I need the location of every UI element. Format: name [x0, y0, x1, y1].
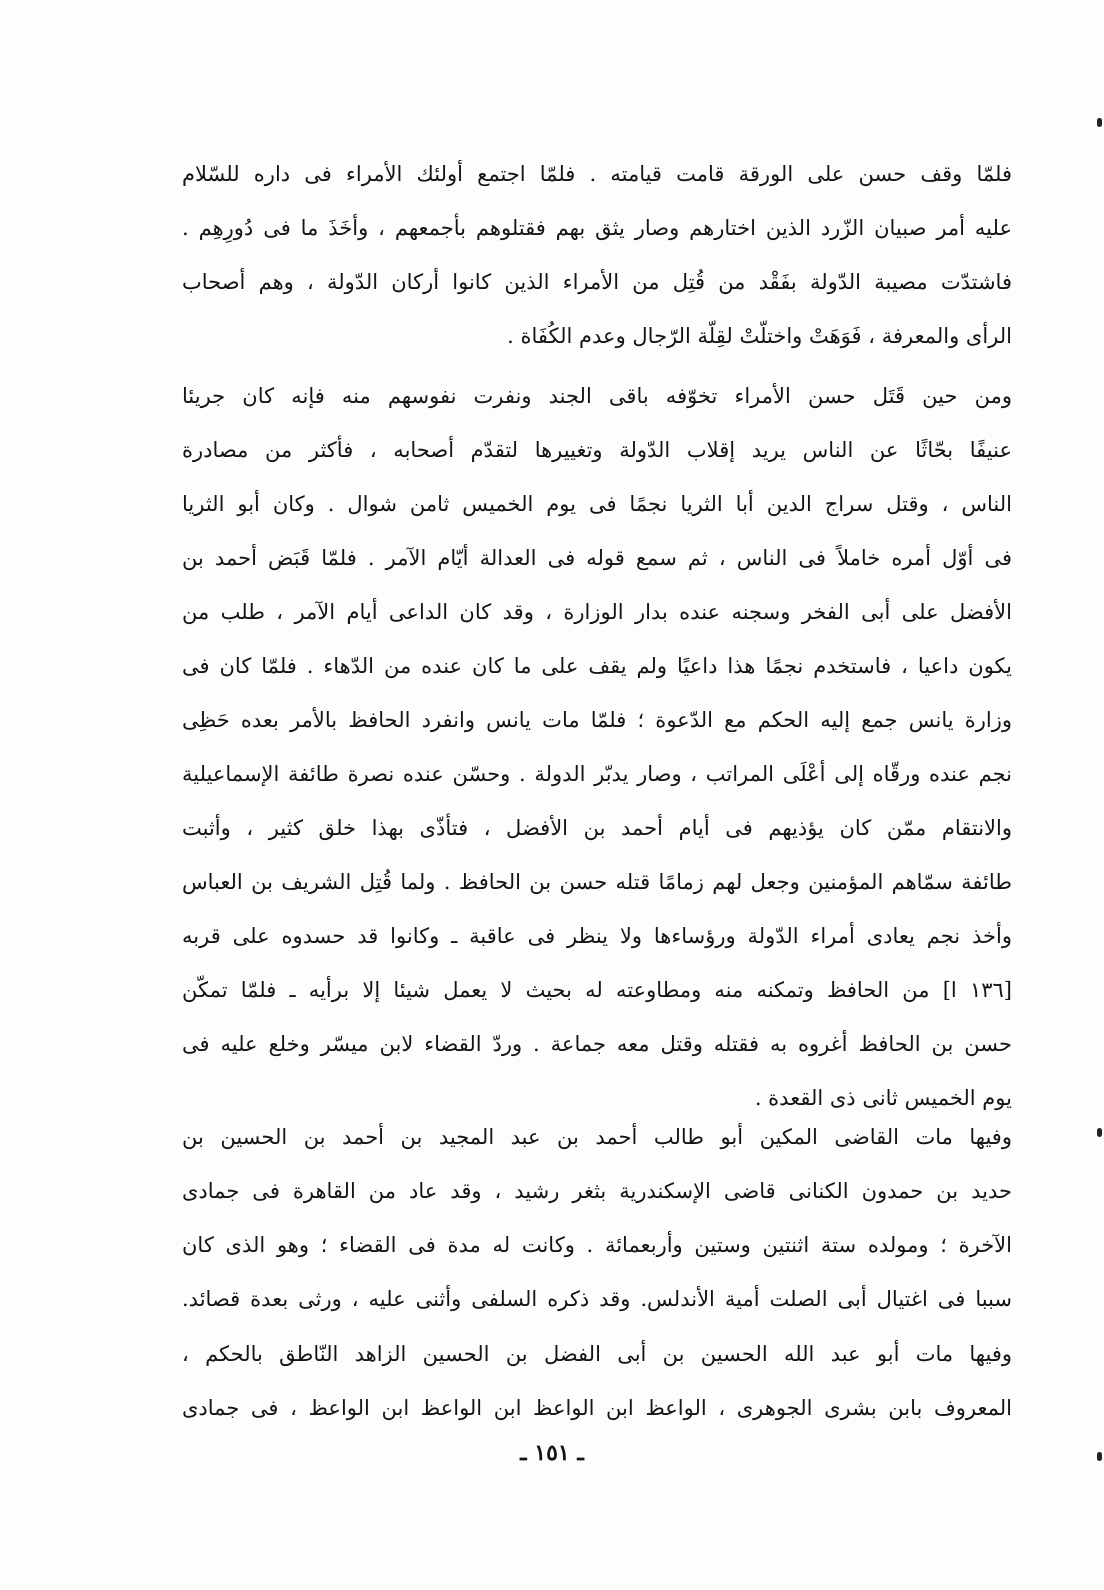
paragraph-3 — [182, 1110, 1012, 1326]
text-line: وأخذ نجم يعادى أمراء الدّولة ورؤساءها ولا ينظر فى عاقبة ـ وكانوا قد حسدوه على قربه — [182, 924, 1012, 948]
text-line: والانتقام ممّن كان يؤذيهم فى أيام أحمد بن الأفضل ، فتأذّى بهذا خلق كثير ، وأثبت — [182, 816, 1012, 840]
text-line: ومن حين قَتَل حسن الأمراء تخوّفه باقى الجند ونفرت نفوسهم منه فإنه كان جريئا — [182, 384, 1012, 408]
text-line: نجم عنده ورقّاه إلى أعْلَى المراتب ، وصار يدبّر الدولة . وحسّن عنده نصرة طائفة الإسماعيلية — [182, 762, 1012, 786]
text-line: يكون داعيا ، فاستخدم نجمًا هذا داعيًا ولم يقف على ما كان عنده من الدّهاء . فلمّا كان فى — [182, 654, 1012, 678]
text-line: الناس ، وقتل سراج الدين أبا الثريا نجمًا فى يوم الخميس ثامن شوال . وكان أبو الثريا — [182, 492, 1012, 516]
margin-mark — [1097, 1128, 1102, 1137]
text-line: حديد بن حمدون الكنانى قاضى الإسكندرية بثغر رشيد ، وقد عاد من القاهرة فى جمادى — [182, 1179, 1012, 1203]
text-line: الآخرة ؛ ومولده ستة اثنتين وستين وأربعمائة . وكانت له مدة فى القضاء ؛ وهو الذى كان — [182, 1233, 1012, 1257]
text-line: فلمّا وقف حسن على الورقة قامت قيامته . فلمّا اجتمع أولئك الأمراء فى داره للسّلام — [182, 162, 1012, 186]
text-line: فاشتدّت مصيبة الدّولة بفَقْد من قُتِل من الأمراء الذين كانوا أركان الدّولة ، وهم أصحاب — [182, 270, 1012, 294]
paragraph-4 — [182, 1327, 1012, 1435]
text-line: عليه أمر صبيان الزّرد الذين اختارهم وصار يثق بهم فقتلوهم بأجمعهم ، وأخَذَ ما فى دُورِهِم . — [182, 216, 1012, 240]
text-line: فى أوّل أمره خاملاً فى الناس ، ثم سمع قوله فى العدالة أيّام الآمر . فلمّا قَبَض أحمد بن — [182, 546, 1012, 570]
text-line: حسن بن الحافظ أغروه به فقتله وقتل معه جماعة . وردّ القضاء لابن ميسّر وخلع عليه فى — [182, 1032, 1012, 1056]
text-line: وفيها مات أبو عبد الله الحسين بن أبى الفضل بن الحسين الزاهد النّاطق بالحكم ، — [182, 1342, 1012, 1366]
text-line: طائفة سمّاهم المؤمنين وجعل لهم زمامًا قتله حسن بن الحافظ . ولما قُتِل الشريف بن العباس — [182, 870, 1012, 894]
margin-mark — [1097, 118, 1102, 127]
text-line: [١٣٦ ا] من الحافظ وتمكنه منه ومطاوعته له بحيث لا يعمل شيئا إلا برأيه ـ فلمّا تمكّن — [182, 978, 1012, 1002]
text-line: وزارة يانس جمع إليه الحكم مع الدّعوة ؛ فلمّا مات يانس وانفرد الحافظ بالأمر بعده حَظِى — [182, 708, 1012, 732]
text-line: سببا فى اغتيال أبى الصلت أمية الأندلس. وقد ذكره السلفى وأثنى عليه ، ورثى بعدة قصائد. — [182, 1287, 1012, 1311]
paragraph-1 — [182, 147, 1012, 363]
text-line: المعروف بابن بشرى الجوهرى ، الواعظ ابن الواعظ ابن الواعظ ابن الواعظ ، فى جمادى — [182, 1396, 1012, 1420]
text-line: الرأى والمعرفة ، فَوَهَتْ واختلّتْ لقِلّة الرّجال وعدم الكُفَاة . — [507, 324, 1012, 348]
text-line: الأفضل على أبى الفخر وسجنه عنده بدار الوزارة ، وقد كان الداعى أيام الآمر ، طلب من — [182, 600, 1012, 624]
text-line: وفيها مات القاضى المكين أبو طالب أحمد بن عبد المجيد بن أحمد بن الحسين بن — [182, 1125, 1012, 1149]
margin-mark — [1097, 1452, 1102, 1461]
page-number: ـ ١٥١ ـ — [520, 1440, 584, 1466]
text-line: عنيفًا بحّاثًا عن الناس يريد إقلاب الدّولة وتغييرها لتقدّم أصحابه ، فأكثر من مصادرة — [182, 438, 1012, 462]
paragraph-2 — [182, 369, 1012, 1125]
text-line: يوم الخميس ثانى ذى القعدة . — [754, 1086, 1012, 1110]
